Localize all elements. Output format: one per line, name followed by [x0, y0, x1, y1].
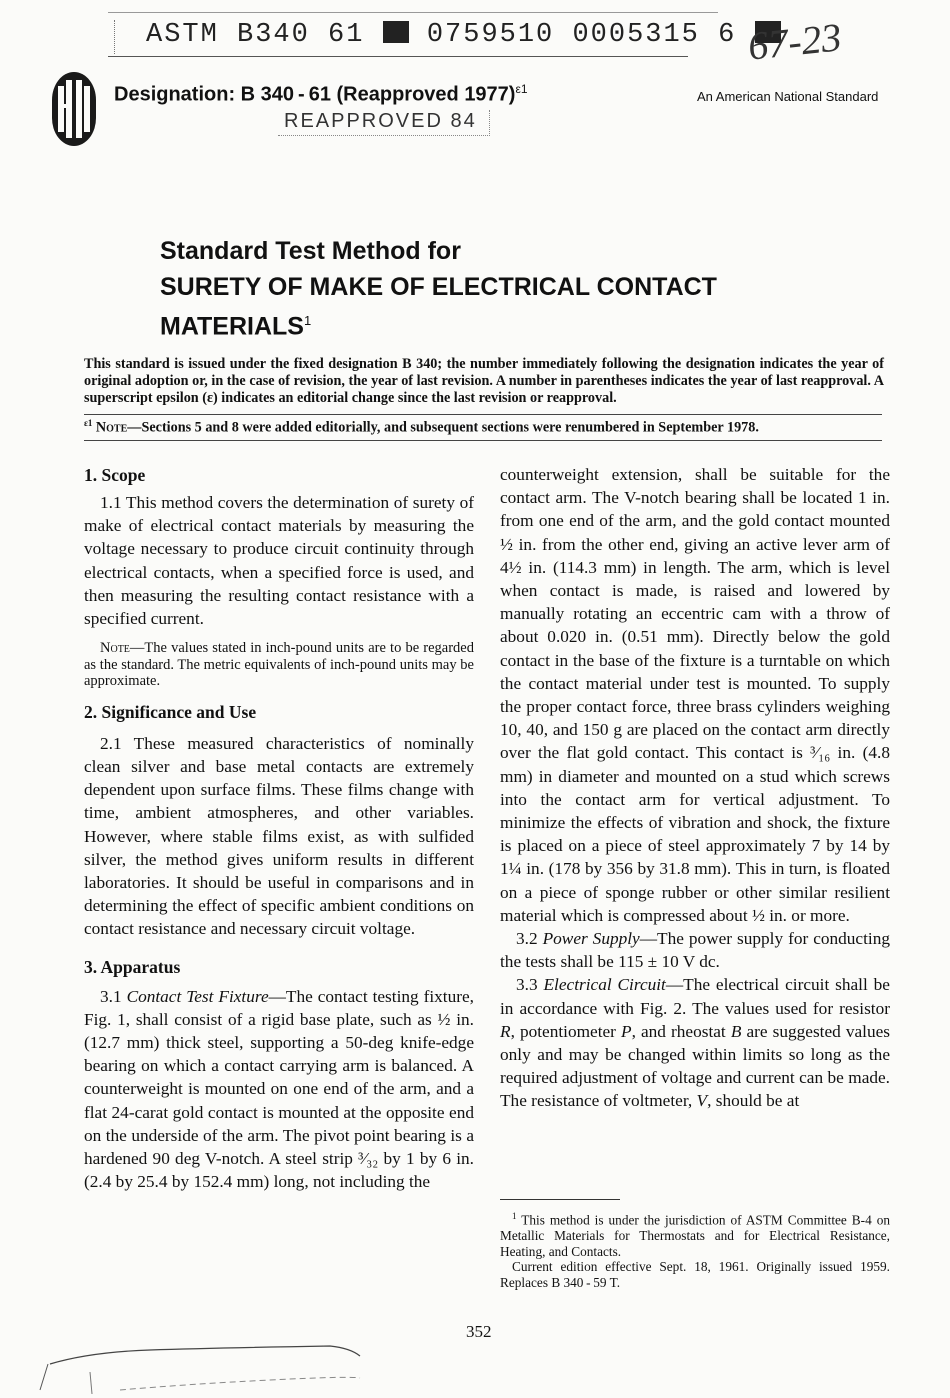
apparatus-3-1-continued: counterweight extension, shall be suitable for the contact arm. The V-notch bearing shall be located 1 in. from one end of the arm, and the gold contact mounted ½ in. from the other end, giving an active lever arm of 4½ in. (114.3 mm) in length. The arm, which is level when contact is made, is raised and lowered by manually rotating an eccentric cam with a throw of about 0.020 in. (0.51 mm). Directly below the gold contact in the base of the fixture is a turntable on which the contact material under test is mounted. To supply the proper contact force, three brass cylinders weighing 10, 40, and 150 g are placed on the contact arm directly over the flat gold contact. This contact is ³⁄₁₆ in. (4.8 mm) in diameter and mounted on a stud which screws into the contact arm for vertical adjustment. To minimize the effects of vibration and shock, the fixture is placed on a piece of steel approximately 7 by 14 by 1¼ in. (178 by 356 by 31.8 mm). This in turn, is floated on a piece of sponge rubber or other similar resilient material which is compressed about ½ in. or more. [500, 465, 890, 925]
header-left-tick [114, 20, 117, 54]
apparatus-3-2: 3.2 Power Supply—The power supply for conducting the tests shall be 115 ± 10 V dc. [500, 929, 890, 972]
title-line-2: SURETY OF MAKE OF ELECTRICAL CONTACT MATERIALS$^1$ [160, 273, 717, 341]
title-footnote-ref: 1 [303, 313, 312, 328]
editorial-note-rule [84, 440, 882, 441]
designation: Designation: B 340 - 61 (Reapproved 1977)$^{\varepsilon 1}$ [114, 82, 528, 106]
header-top-rule [108, 12, 718, 13]
title-line-1: Standard Test Method for [160, 237, 461, 265]
redaction-block [383, 21, 409, 43]
catalog-code-2: 0759510 0005315 6 [426, 20, 737, 50]
handwritten-note: 67-23 [745, 14, 844, 69]
reapproved-stamp: REAPPROVED 84 [278, 110, 490, 136]
header-rule [108, 56, 688, 57]
left-column [84, 463, 474, 1193]
significance-2-1: 2.1 These measured characteristics of nominally clean silver and base metal contacts are extremely dependent upon surface films. These films change with time, ambient atmospheres, and other variables. However, where stable films exist, as with sulfided silver, the method gives uniform results in different laboratories. It should be useful in comparisons and in determining the effect of specific ambient conditions on contact resistance and necessary circuit voltage. [84, 733, 474, 939]
scope-1-1: 1.1 This method covers the determination of surety of make of electrical contact materials by measuring the voltage necessary to produce circuit continuity through electrical contacts, when a specified force is used, and then measuring the resulting contact resistance with a specified current. [84, 493, 474, 629]
editorial-note: $^{\varepsilon 1}$ Note—Sections 5 and 8 were added editorially, and subsequent sections were renumbered in September 1978. [84, 418, 759, 436]
astm-logo [50, 70, 98, 148]
catalog-code-line [146, 20, 781, 50]
preamble-text: This standard is issued under the fixed designation B 340; the number immediately following the designation indicates the year of original adoption or, in the case of revision, the year of last revision. A number in parentheses indicates the year of last reapproval. A superscript epsilon (ε) indicates an editorial change since the last revision or reapproval. [84, 356, 884, 406]
footnote-rule [500, 1199, 620, 1200]
apparatus-3-1: 3.1 Contact Test Fixture—The contact testing fixture, Fig. 1, shall consist of a rigid base plate, such as ½ in. (12.7 mm) thick steel, supporting a 50-deg knife-edge bearing on which a contact carrying arm is balanced. A counterweight is mounted on one end of the arm, and a flat 24-carat gold contact is mounted at the opposite end on the underside of the arm. The pivot point bearing is a hardened 90 deg V-notch. A steel strip ³⁄₃₂ by 1 by 6 in. (2.4 by 25.4 by 152.4 mm) long, not including the [84, 986, 474, 1192]
preamble-rule [84, 414, 882, 415]
apparatus-heading: 3. Apparatus [84, 956, 181, 977]
right-column [500, 463, 890, 1113]
national-standard-label: An American National Standard [697, 89, 879, 104]
footnote: $^1$ This method is under the jurisdiction of ASTM Committee B-4 on Metallic Materials for Thermostats and for Electrical Resistance, Heating, and Contacts. Current edition effective Sept. 18, 1961. Originally issued 1959. Replaces B 340 - 59 T. [500, 1211, 890, 1290]
scope-heading: 1. Scope [84, 465, 146, 485]
page-number: 352 [466, 1322, 492, 1341]
margin-scribble [30, 1330, 410, 1398]
designation-epsilon: ε1 [515, 82, 528, 96]
scope-note: Note—The values stated in inch-pound units are to be regarded as the standard. The metric equivalents of inch-pound units may be approximate. [84, 640, 474, 690]
apparatus-3-3: 3.3 Electrical Circuit—The electrical circuit shall be in accordance with Fig. 2. The values used for resistor R, potentiometer P, and rheostat B are suggested values only and may be changed within limits so long as the required adjustment of voltage and current can be made. The resistance of voltmeter, V, should be at [500, 975, 891, 1111]
catalog-code: ASTM B340 61 [146, 20, 365, 50]
significance-heading: 2. Significance and Use [84, 701, 257, 722]
